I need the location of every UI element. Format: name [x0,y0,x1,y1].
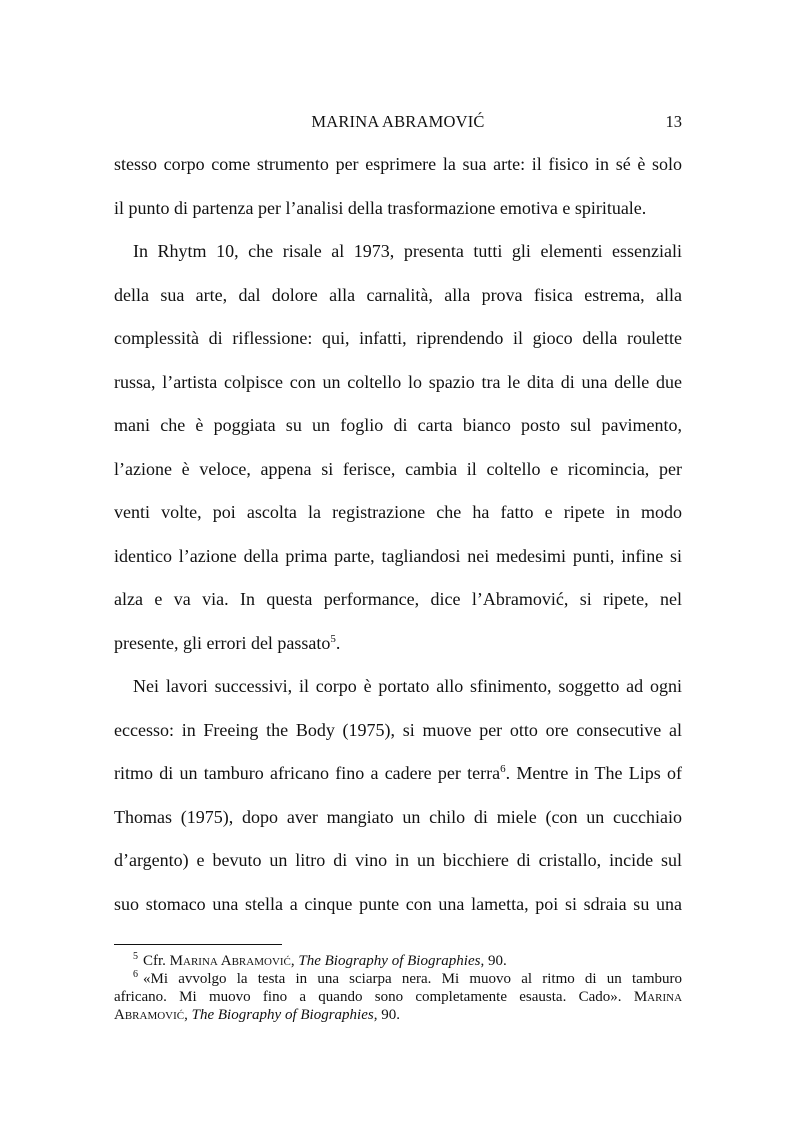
page-number: 13 [665,112,682,131]
text-line [114,752,682,796]
footnote-title: The Biography of Biographies [191,1007,374,1023]
footnote-text: africano. Mi muovo fino a quando sono completamente esausta. Cado». [114,989,622,1005]
footnote-author: Abramović [114,1007,185,1023]
page-header [114,112,682,136]
line-text: presente, gli errori del passato [114,632,331,653]
text-line: stesso corpo come strumento per esprimere la sua arte: il fisico in sé è solo [114,154,682,174]
footnote-reference-5[interactable]: 5 [330,632,336,645]
text-line: d’argento) e bevuto un litro di vino in un bicchiere di cristallo, incide sul [114,850,682,870]
text-line: complessità di riflessione: qui, infatti, riprendendo il gioco della roulette [114,328,682,348]
text-line [114,622,682,666]
text-line: Nei lavori successivi, il corpo è portato allo sfinimento, soggetto ad ogni [133,676,682,696]
text-line: In Rhytm 10, che risale al 1973, presenta tutti gli elementi essenziali [133,241,682,261]
paragraph-3 [114,665,682,926]
line-text: . [335,632,341,653]
footnote-separator [114,944,282,945]
text-line: alza e va via. In questa performance, dice l’Abramović, si ripete, nel [114,589,682,609]
footnote-number: 5 [133,951,138,962]
line-text: . Mentre in The Lips of [505,763,683,783]
footnote-author: Marina [633,989,683,1005]
text-line: suo stomaco una stella a cinque punte con una lametta, poi si sdraia su una [114,893,682,914]
footnote-line: Abramović, The Biography of Biographies, 90. [114,1007,400,1023]
text-line: l’azione è veloce, appena si ferisce, cambia il coltello e ricomincia, per [114,458,682,479]
footnote-5 [114,952,682,970]
footnote-suffix: , 90. [480,953,507,969]
footnote-line [114,988,682,1006]
footnote-reference-6[interactable]: 6 [500,763,506,775]
footnote-6 [114,970,682,1024]
footnote-title: The Biography of Biographies [298,953,481,969]
footnote-suffix: , 90. [373,1007,400,1023]
footnote-line [114,970,682,988]
text-line: eccesso: in Freeing the Body (1975), si muove per otto ore consecutive al [114,719,682,740]
text-line: Thomas (1975), dopo aver mangiato un chilo di miele (con un cucchiaio [114,806,682,827]
footnote-author: Marina Abramović [169,953,291,969]
text-line: russa, l’artista colpisce con un coltello lo spazio tra le dita di una delle due [114,371,682,392]
footnote-text: «Mi avvolgo la testa in una sciarpa nera. Mi muovo al ritmo di un tamburo [143,971,682,987]
footnote-number: 6 [133,969,138,980]
footnotes [114,952,682,1024]
text-line: il punto di partenza per l’analisi della trasformazione emotiva e spirituale. [114,197,647,218]
paragraph-2 [114,230,682,665]
body-text [114,143,682,926]
footnote-line: $^5$ Cfr. Marina Abramović, The Biography of Biographies, 90. [133,951,507,969]
footnote-prefix: Cfr. [143,953,166,969]
paragraph-1 [114,143,682,230]
text-line: mani che è poggiata su un foglio di carta bianco posto sul pavimento, [114,415,682,435]
running-title: MARINA ABRAMOVIĆ [311,112,485,131]
text-line: della sua arte, dal dolore alla carnalità, alla prova fisica estrema, alla [114,284,682,305]
text-line: venti volte, poi ascolta la registrazione che ha fatto e ripete in modo [114,502,682,522]
text-line: identico l’azione della prima parte, tagliandosi nei medesimi punti, infine si [114,545,682,566]
line-text: ritmo di un tamburo africano fino a cadere per terra [114,763,501,783]
